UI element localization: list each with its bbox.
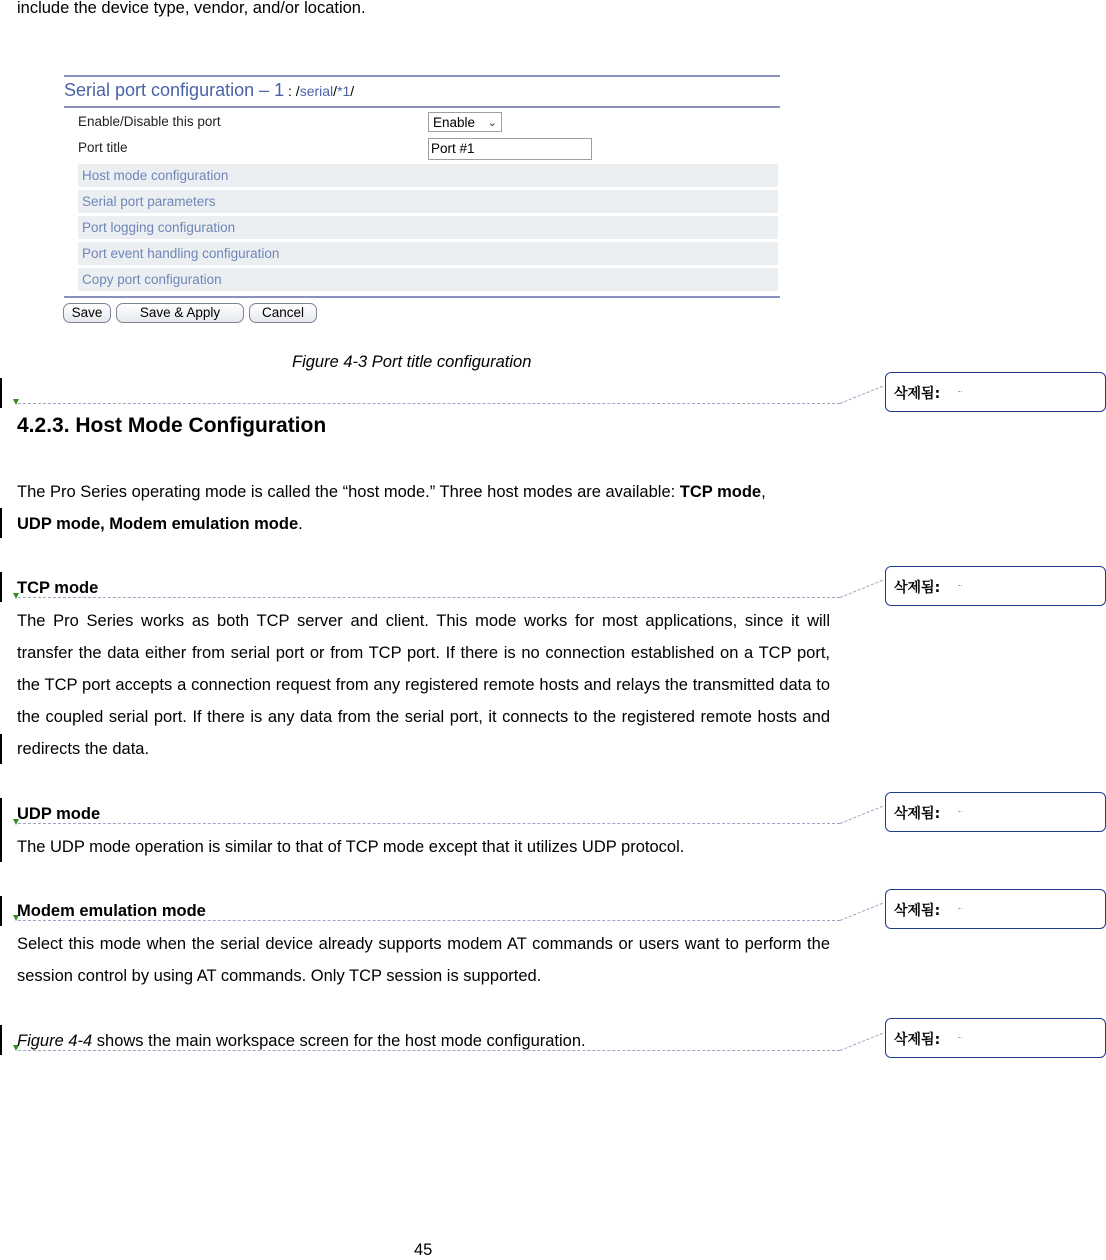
deleted-comment-label: 삭제됨: xyxy=(894,806,941,822)
deleted-comment-label: 삭제됨: xyxy=(894,580,941,596)
para1-period: . xyxy=(298,515,303,533)
title-top-rule xyxy=(64,75,780,77)
balloon-tail xyxy=(958,1037,962,1039)
change-bar xyxy=(0,896,2,926)
comment-leader xyxy=(840,903,883,921)
figure-title xyxy=(64,80,354,101)
comment-leader xyxy=(18,823,840,824)
section-heading: 4.2.3. Host Mode Configuration xyxy=(17,414,327,437)
enable-select-value: Enable xyxy=(433,115,476,130)
balloon-tail xyxy=(958,811,962,813)
change-bar xyxy=(0,798,2,862)
deleted-comment-balloon[interactable] xyxy=(885,1018,1106,1058)
save-apply-button[interactable]: Save & Apply xyxy=(116,303,244,323)
comment-leader xyxy=(18,403,840,404)
enable-label: Enable/Disable this port xyxy=(78,114,221,129)
figure-caption: Figure 4-3 Port title configuration xyxy=(292,353,532,371)
final-line-text: shows the main workspace screen for the host mode configuration. xyxy=(92,1032,586,1050)
comment-leader xyxy=(840,386,883,404)
title-bottom-rule xyxy=(64,106,780,108)
deleted-comment-balloon[interactable] xyxy=(885,566,1106,606)
deleted-comment-label: 삭제됨: xyxy=(894,386,941,402)
chevron-down-icon: ⌄ xyxy=(487,117,497,129)
buttons-rule xyxy=(64,296,780,298)
port-title-input[interactable]: Port #1 xyxy=(428,138,592,160)
balloon-tail xyxy=(958,585,962,587)
deleted-comment-balloon[interactable] xyxy=(885,372,1106,412)
intro-line: include the device type, vendor, and/or location. xyxy=(17,0,366,17)
section-host-mode[interactable]: Host mode configuration xyxy=(78,164,778,187)
figure-title-text: Serial port configuration – 1 xyxy=(64,80,285,100)
section-port-event[interactable]: Port event handling configuration xyxy=(78,242,778,265)
para1-tcp-bold: TCP mode xyxy=(679,483,762,501)
figure-ref-link[interactable]: Figure 4-4 xyxy=(17,1032,93,1050)
balloon-tail xyxy=(958,391,962,393)
change-bar xyxy=(0,572,2,602)
path-prefix: : / xyxy=(284,83,300,99)
serial-port-config-screenshot xyxy=(60,70,788,332)
change-bar xyxy=(0,734,2,764)
balloon-tail xyxy=(958,908,962,910)
path-link-port[interactable]: *1 xyxy=(337,83,351,99)
udp-mode-text: The UDP mode operation is similar to that of TCP mode except that it utilizes UDP protocol. xyxy=(17,838,685,856)
modem-mode-text: Select this mode when the serial device already supports modem AT commands or users want to perform the session control by using AT commands. Only TCP session is supported. xyxy=(17,935,830,985)
para1-modes-bold: UDP mode, Modem emulation mode xyxy=(17,515,299,533)
tcp-mode-text: The Pro Series works as both TCP server and client. This mode works for most applications, since it will transfer the data either from serial port or from TCP port. If there is no connection established on a TCP port, the TCP port accepts a connection request from any registered remote hosts and relays the transmitted data to the coupled serial port. If there is any data from the serial port, it connects to the registered remote hosts and redirects the data. xyxy=(17,612,830,758)
final-line xyxy=(17,1031,586,1051)
change-bar xyxy=(0,508,2,538)
path-link-serial[interactable]: serial xyxy=(299,83,334,99)
section-serial-params[interactable]: Serial port parameters xyxy=(78,190,778,213)
enable-select[interactable] xyxy=(428,112,502,132)
section-port-logging[interactable]: Port logging configuration xyxy=(78,216,778,239)
section-copy-port[interactable]: Copy port configuration xyxy=(78,268,778,291)
para1-comma: , xyxy=(761,483,766,501)
deleted-comment-label: 삭제됨: xyxy=(894,1032,941,1048)
page-number: 45 xyxy=(414,1241,433,1259)
deleted-comment-label: 삭제됨: xyxy=(894,903,941,919)
save-button[interactable]: Save xyxy=(63,303,111,323)
comment-leader xyxy=(18,597,840,598)
path-end: / xyxy=(350,83,355,99)
udp-mode-heading: UDP mode xyxy=(17,805,101,823)
comment-leader xyxy=(840,806,883,824)
port-title-label: Port title xyxy=(78,140,128,155)
cancel-button[interactable]: Cancel xyxy=(249,303,317,323)
comment-leader xyxy=(840,1033,883,1051)
modem-mode-heading: Modem emulation mode xyxy=(17,902,206,920)
comment-leader xyxy=(840,580,883,598)
deleted-comment-balloon[interactable] xyxy=(885,792,1106,832)
change-bar xyxy=(0,1025,2,1055)
deleted-comment-balloon[interactable] xyxy=(885,889,1106,929)
change-bar xyxy=(0,378,2,408)
change-marker-icon xyxy=(13,399,19,405)
intro-paragraph xyxy=(17,476,830,540)
para1-text: The Pro Series operating mode is called the “host mode.” Three host modes are available: xyxy=(17,483,680,501)
path-sep: / xyxy=(333,83,338,99)
tcp-mode-heading: TCP mode xyxy=(17,579,99,597)
